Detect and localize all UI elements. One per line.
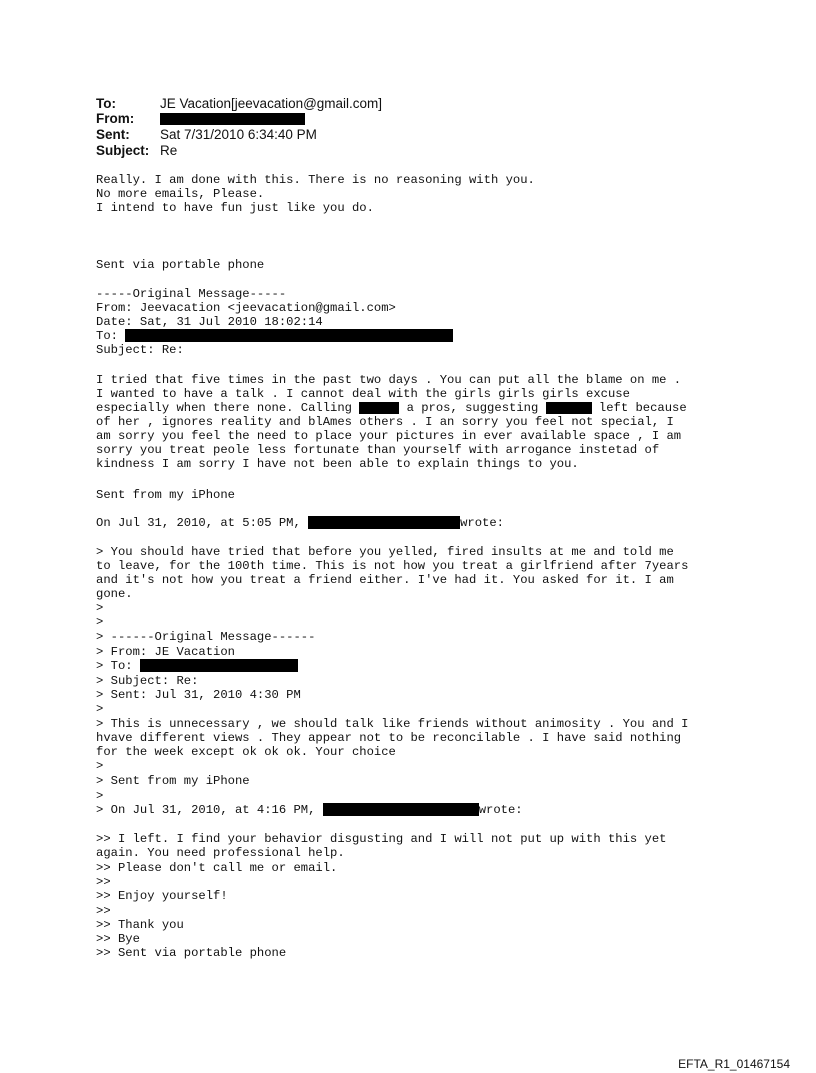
- to-value: JE Vacation[jeevacation@gmail.com]: [160, 96, 383, 111]
- body-line: I intend to have fun just like you do.: [96, 201, 374, 215]
- quote-line: >> I left. I find your behavior disgusting and I will not put up with this yet: [96, 832, 667, 846]
- sent-via-line: Sent via portable phone: [96, 258, 265, 272]
- redaction-bar: [140, 659, 298, 672]
- text-segment: On Jul 31, 2010, at 5:05 PM,: [96, 516, 309, 530]
- quote-line: >>: [96, 875, 111, 889]
- body-line: Really. I am done with this. There is no reasoning with you.: [96, 173, 535, 187]
- quote-line: >: [96, 759, 104, 773]
- redaction-bar: [160, 113, 305, 125]
- orig-subject-line: Subject: Re:: [96, 343, 184, 357]
- redaction-bar: [308, 516, 460, 529]
- quote-line: >: [96, 615, 104, 629]
- quote-line: > Sent from my iPhone: [96, 774, 250, 788]
- text-segment: > On Jul 31, 2010, at 4:16 PM,: [96, 803, 323, 817]
- from-label: From:: [96, 111, 135, 126]
- body-line: of her , ignores reality and blAmes others . I an sorry you feel not special, I: [96, 415, 674, 429]
- orig-to-label: To:: [96, 329, 118, 343]
- body-line: I tried that five times in the past two days . You can put all the blame on me .: [96, 373, 682, 387]
- quote-line: > This is unnecessary , we should talk like friends without animosity . You and I: [96, 717, 689, 731]
- body-line: kindness I am sorry I have not been able to explain things to you.: [96, 457, 579, 471]
- quote-line: for the week except ok ok ok. Your choice: [96, 745, 396, 759]
- orig-date-line: Date: Sat, 31 Jul 2010 18:02:14: [96, 315, 323, 329]
- quote-line: >> Bye: [96, 932, 140, 946]
- sent-from-iphone-line: Sent from my iPhone: [96, 488, 235, 502]
- body-line: am sorry you feel the need to place your pictures in ever available space , I am: [96, 429, 682, 443]
- quote-line: to leave, for the 100th time. This is not how you treat a girlfriend after 7years: [96, 559, 689, 573]
- quote-line: >> Please don't call me or email.: [96, 861, 338, 875]
- redaction-bar: [323, 803, 479, 816]
- original-message-divider: -----Original Message-----: [96, 287, 287, 301]
- quote-to-label: > To:: [96, 659, 133, 673]
- on-date-wrote-line: [96, 803, 523, 817]
- sent-label: Sent:: [96, 127, 130, 142]
- text-segment: wrote:: [460, 516, 504, 530]
- email-header: [96, 96, 496, 160]
- quote-line: > Subject: Re:: [96, 674, 199, 688]
- redaction-bar: [125, 329, 453, 342]
- quote-line: > From: JE Vacation: [96, 645, 235, 659]
- quote-line: >> Enjoy yourself!: [96, 889, 228, 903]
- redaction-bar: [546, 402, 592, 414]
- body-line: I wanted to have a talk . I cannot deal with the girls girls girls excuse: [96, 387, 630, 401]
- quote-line: > Sent: Jul 31, 2010 4:30 PM: [96, 688, 301, 702]
- text-segment: a pros, suggesting: [399, 401, 546, 415]
- quote-line: >> Thank you: [96, 918, 184, 932]
- quote-line: hvave different views . They appear not to be reconcilable . I have said nothing: [96, 731, 682, 745]
- orig-to-line: [96, 329, 453, 343]
- body-line: sorry you treat peole less fortunate than yourself with arrogance instetad of: [96, 443, 660, 457]
- body-line: No more emails, Please.: [96, 187, 265, 201]
- sent-value: Sat 7/31/2010 6:34:40 PM: [160, 127, 317, 142]
- quote-line: >: [96, 702, 104, 716]
- quote-line: >> Sent via portable phone: [96, 946, 287, 960]
- quote-line: gone.: [96, 587, 133, 601]
- quote-line: >>: [96, 904, 111, 918]
- quote-to-line: [96, 659, 298, 673]
- text-segment: wrote:: [478, 803, 523, 817]
- subject-value: Re: [160, 143, 178, 158]
- redaction-bar: [359, 402, 399, 414]
- to-label: To:: [96, 96, 116, 111]
- text-segment: left because: [591, 401, 687, 415]
- quote-line: again. You need professional help.: [96, 846, 345, 860]
- from-redaction: [160, 111, 305, 127]
- orig-from-line: From: Jeevacation <jeevacation@gmail.com>: [96, 301, 396, 315]
- quote-line: >: [96, 601, 104, 615]
- quote-line: and it's not how you treat a friend either. I've had it. You asked for it. I am: [96, 573, 674, 587]
- text-segment: especially when there none. Calling: [96, 401, 360, 415]
- quote-line: > You should have tried that before you yelled, fired insults at me and told me: [96, 545, 674, 559]
- document-id-footer: EFTA_R1_01467154: [678, 1057, 790, 1071]
- body-line: [96, 401, 687, 415]
- quote-line: > ------Original Message------: [96, 630, 316, 644]
- on-date-wrote-line: [96, 516, 504, 530]
- subject-label: Subject:: [96, 143, 150, 158]
- quote-line: >: [96, 789, 104, 803]
